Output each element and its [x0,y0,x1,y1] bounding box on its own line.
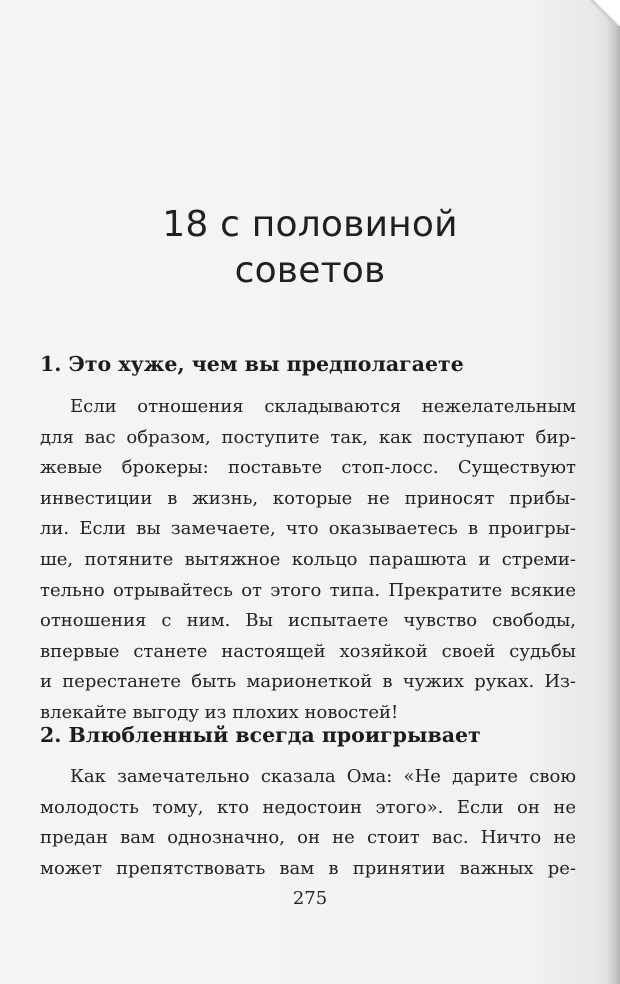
paragraph-line: жевые брокеры: поставьте стоп-лосс. Существуют [40,457,576,479]
paragraph-line: Если отношения складываются нежелательным [70,396,576,417]
paragraph-line: отношения с ним. Вы испытаете чувство свободы, [40,610,576,632]
chapter-title [40,202,580,294]
section-1-heading: 1. Это хуже, чем вы предполагаете [40,352,464,376]
page-number: 275 [292,888,328,909]
paragraph-line: для вас образом, поступите так, как поступают бир- [40,426,576,448]
paragraph-line: молодость тому, кто недостоин этого». Если он не [40,796,576,818]
paragraph-line: и перестанете быть марионеткой в чужих руках. Из- [40,671,576,693]
chapter-title-line-2: советов [234,250,386,291]
section-2-heading: 2. Влюбленный всегда проигрывает [40,723,481,747]
paragraph-line: Как замечательно сказала Ома: «Не дарите свою [70,766,576,787]
paragraph-line: впервые станете настоящей хозяйкой своей судьбы [40,640,576,662]
section-1-paragraph [40,392,576,729]
paragraph-line: ли. Если вы замечаете, что оказываетесь в проигры- [40,518,576,540]
paragraph-line: влекайте выгоду из плохих новостей! [40,701,399,723]
section-2-paragraph [40,762,576,884]
paragraph-line: предан вам однозначно, он не стоит вас. Ничто не [40,827,576,849]
paragraph-line: ше, потяните вытяжное кольцо парашюта и стреми- [40,548,576,570]
paragraph-line: может препятствовать вам в принятии важных ре- [40,857,576,879]
chapter-title-line-1: 18 с половиной [162,204,458,245]
binding-edge-shadow [606,0,620,984]
page-corner [590,0,620,26]
paragraph-line: инвестиции в жизнь, которые не приносят прибы- [40,487,576,509]
paragraph-line: тельно отрывайтесь от этого типа. Прекратите всякие [40,579,576,601]
